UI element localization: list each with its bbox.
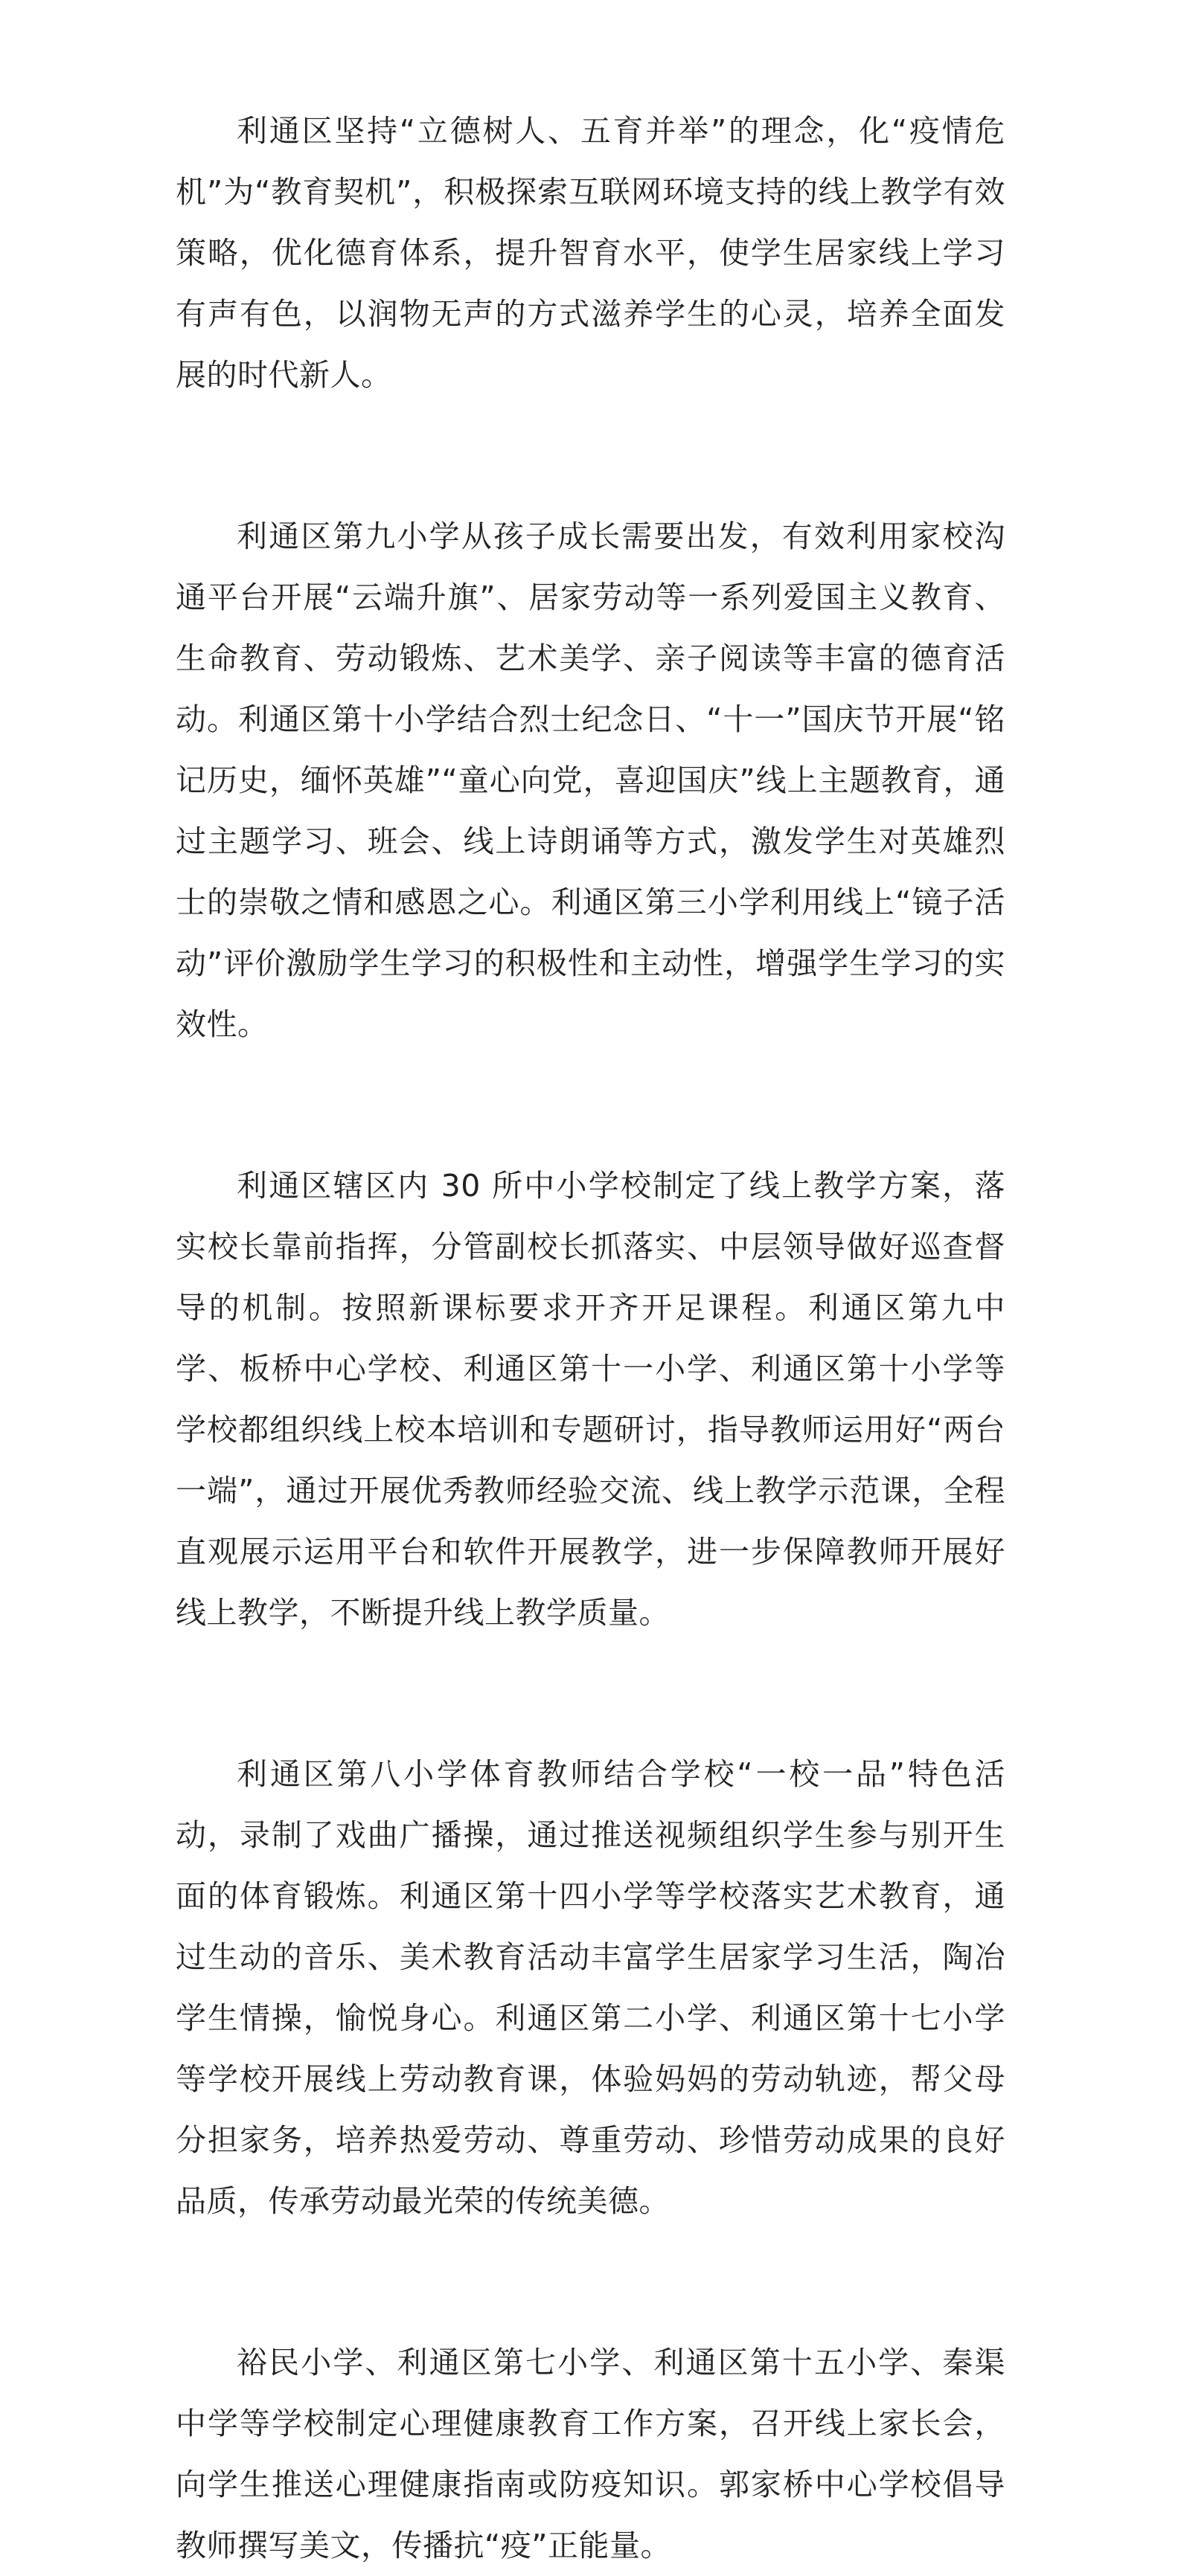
paragraph-sports-arts-labor: 利通区第八小学体育教师结合学校“一校一品”特色活动，录制了戏曲广播操，通过推送视频组织学生参与别开生面的体育锻炼。利通区第十四小学等学校落实艺术教育，通过生动的音乐、美术教育活动丰富学生居家学习生活，陶冶学生情操，愉悦身心。利通区第二小学、利通区第十七小学等学校开展线上劳动教育课，体验妈妈的劳动轨迹，帮父母分担家务，培养热爱劳动、尊重劳动、珍惜劳动成果的良好品质，传承劳动最光荣的传统美德。 — [176, 1756, 1005, 2219]
paragraph-mental-health: 裕民小学、利通区第七小学、利通区第十五小学、秦渠中学等学校制定心理健康教育工作方案，召开线上家长会，向学生推送心理健康指南或防疫知识。郭家桥中心学校倡导教师撰写美文，传播抗“疫”正能量。 — [176, 2345, 1005, 2563]
article-body — [176, 100, 1005, 2576]
paragraph-intro: 利通区坚持“立德树人、五育并举”的理念，化“疫情危机”为“教育契机”，积极探索互联网环境支持的线上教学有效策略，优化德育体系，提升智育水平，使学生居家线上学习有声有色，以润物无声的方式滋养学生的心灵，培养全面发展的时代新人。 — [176, 113, 1005, 393]
paragraph-online-teaching: 利通区辖区内 30 所中小学校制定了线上教学方案，落实校长靠前指挥，分管副校长抓落实、中层领导做好巡查督导的机制。按照新课标要求开齐开足课程。利通区第九中学、板桥中心学校、利通区第十一小学、利通区第十小学等学校都组织线上校本培训和专题研讨，指导教师运用好“两台一端”，通过开展优秀教师经验交流、线上教学示范课，全程直观展示运用平台和软件开展教学，进一步保障教师开展好线上教学，不断提升线上教学质量。 — [176, 1168, 1005, 1631]
paragraph-moral-education: 利通区第九小学从孩子成长需要出发，有效利用家校沟通平台开展“云端升旗”、居家劳动等一系列爱国主义教育、生命教育、劳动锻炼、艺术美学、亲子阅读等丰富的德育活动。利通区第十小学结合烈士纪念日、“十一”国庆节开展“铭记历史，缅怀英雄”“童心向党，喜迎国庆”线上主题教育，通过主题学习、班会、线上诗朗诵等方式，激发学生对英雄烈士的崇敬之情和感恩之心。利通区第三小学利用线上“镜子活动”评价激励学生学习的积极性和主动性，增强学生学习的实效性。 — [176, 518, 1005, 1042]
